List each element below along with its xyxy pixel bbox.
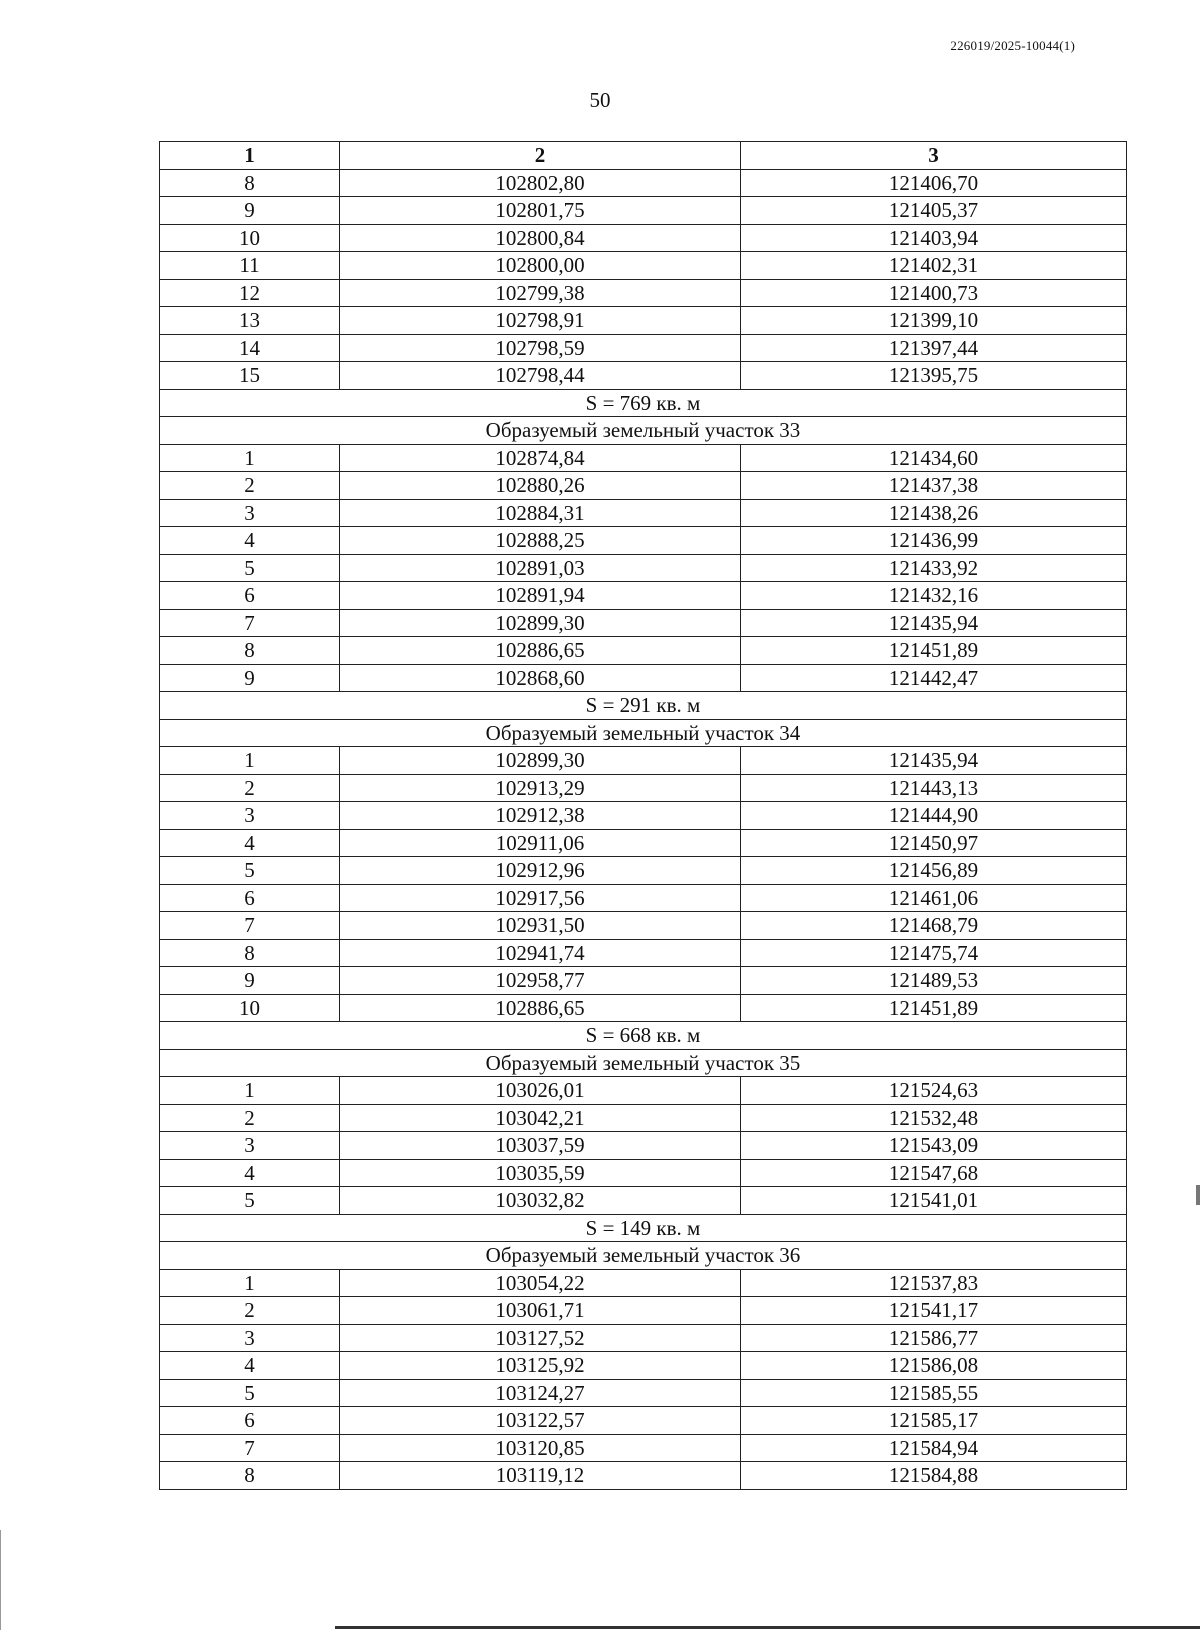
y-coordinate-cell: 121451,89	[741, 994, 1127, 1022]
table-row	[160, 1324, 1127, 1352]
x-coordinate-cell: 103122,57	[340, 1407, 741, 1435]
y-coordinate-cell: 121475,74	[741, 939, 1127, 967]
table-row	[160, 1297, 1127, 1325]
table-row	[160, 362, 1127, 390]
table-row	[160, 1379, 1127, 1407]
table-row	[160, 1407, 1127, 1435]
table-row	[160, 774, 1127, 802]
point-number-cell: 9	[160, 664, 340, 692]
document-id: 226019/2025-10044(1)	[950, 38, 1075, 53]
x-coordinate-cell: 102884,31	[340, 499, 741, 527]
y-coordinate-cell: 121532,48	[741, 1104, 1127, 1132]
section-heading: Образуемый земельный участок 34	[160, 719, 1127, 747]
area-row	[160, 389, 1127, 417]
y-coordinate-cell: 121456,89	[741, 857, 1127, 885]
point-number-cell: 5	[160, 554, 340, 582]
point-number-cell: 8	[160, 637, 340, 665]
table-row	[160, 1269, 1127, 1297]
x-coordinate-cell: 102799,38	[340, 279, 741, 307]
table-row	[160, 444, 1127, 472]
table-row	[160, 279, 1127, 307]
point-number-cell: 6	[160, 1407, 340, 1435]
table-row	[160, 472, 1127, 500]
y-coordinate-cell: 121468,79	[741, 912, 1127, 940]
y-coordinate-cell: 121444,90	[741, 802, 1127, 830]
x-coordinate-cell: 103035,59	[340, 1159, 741, 1187]
table-row	[160, 939, 1127, 967]
table-row	[160, 197, 1127, 225]
x-coordinate-cell: 103042,21	[340, 1104, 741, 1132]
point-number-cell: 13	[160, 307, 340, 335]
point-number-cell: 9	[160, 967, 340, 995]
x-coordinate-cell: 103061,71	[340, 1297, 741, 1325]
point-number-cell: 2	[160, 472, 340, 500]
table-row	[160, 527, 1127, 555]
point-number-cell: 1	[160, 1269, 340, 1297]
x-coordinate-cell: 102868,60	[340, 664, 741, 692]
y-coordinate-cell: 121541,17	[741, 1297, 1127, 1325]
y-coordinate-cell: 121434,60	[741, 444, 1127, 472]
page-number: 50	[589, 88, 611, 112]
x-coordinate-cell: 102886,65	[340, 994, 741, 1022]
y-coordinate-cell: 121406,70	[741, 169, 1127, 197]
point-number-cell: 8	[160, 169, 340, 197]
y-coordinate-cell: 121442,47	[741, 664, 1127, 692]
section-heading-row	[160, 719, 1127, 747]
x-coordinate-cell: 102899,30	[340, 609, 741, 637]
x-coordinate-cell: 103127,52	[340, 1324, 741, 1352]
table-row	[160, 307, 1127, 335]
area-total: S = 668 кв. м	[160, 1022, 1127, 1050]
x-coordinate-cell: 103119,12	[340, 1462, 741, 1490]
point-number-cell: 5	[160, 1187, 340, 1215]
section-heading: Образуемый земельный участок 33	[160, 417, 1127, 445]
x-coordinate-cell: 102802,80	[340, 169, 741, 197]
table-row	[160, 802, 1127, 830]
coordinates-table	[159, 141, 1127, 1490]
x-coordinate-cell: 103125,92	[340, 1352, 741, 1380]
x-coordinate-cell: 103124,27	[340, 1379, 741, 1407]
area-total: S = 291 кв. м	[160, 692, 1127, 720]
x-coordinate-cell: 102880,26	[340, 472, 741, 500]
x-coordinate-cell: 102931,50	[340, 912, 741, 940]
y-coordinate-cell: 121537,83	[741, 1269, 1127, 1297]
table-row	[160, 1462, 1127, 1490]
section-heading: Образуемый земельный участок 36	[160, 1242, 1127, 1270]
table-row	[160, 224, 1127, 252]
point-number-cell: 8	[160, 1462, 340, 1490]
point-number-cell: 7	[160, 1434, 340, 1462]
x-coordinate-cell: 102891,94	[340, 582, 741, 610]
point-number-cell: 3	[160, 1132, 340, 1160]
y-coordinate-cell: 121541,01	[741, 1187, 1127, 1215]
table-row	[160, 1104, 1127, 1132]
point-number-cell: 3	[160, 802, 340, 830]
y-coordinate-cell: 121586,08	[741, 1352, 1127, 1380]
table-row	[160, 912, 1127, 940]
table-row	[160, 857, 1127, 885]
x-coordinate-cell: 102912,96	[340, 857, 741, 885]
section-heading-row	[160, 417, 1127, 445]
table-row	[160, 967, 1127, 995]
point-number-cell: 1	[160, 444, 340, 472]
y-coordinate-cell: 121461,06	[741, 884, 1127, 912]
y-coordinate-cell: 121402,31	[741, 252, 1127, 280]
point-number-cell: 8	[160, 939, 340, 967]
x-coordinate-cell: 102801,75	[340, 197, 741, 225]
y-coordinate-cell: 121436,99	[741, 527, 1127, 555]
section-heading: Образуемый земельный участок 35	[160, 1049, 1127, 1077]
table-row	[160, 1434, 1127, 1462]
table-row	[160, 994, 1127, 1022]
y-coordinate-cell: 121435,94	[741, 747, 1127, 775]
x-coordinate-cell: 102798,91	[340, 307, 741, 335]
table-row	[160, 582, 1127, 610]
column-header-3: 3	[741, 142, 1127, 170]
section-heading-row	[160, 1242, 1127, 1270]
table-row	[160, 554, 1127, 582]
table-row	[160, 1159, 1127, 1187]
table-header-row	[160, 142, 1127, 170]
table-row	[160, 1352, 1127, 1380]
x-coordinate-cell: 102800,00	[340, 252, 741, 280]
scan-edge-mark	[1196, 1185, 1200, 1205]
column-header-2: 2	[340, 142, 741, 170]
y-coordinate-cell: 121450,97	[741, 829, 1127, 857]
x-coordinate-cell: 102917,56	[340, 884, 741, 912]
point-number-cell: 1	[160, 747, 340, 775]
y-coordinate-cell: 121437,38	[741, 472, 1127, 500]
y-coordinate-cell: 121397,44	[741, 334, 1127, 362]
point-number-cell: 2	[160, 774, 340, 802]
x-coordinate-cell: 103120,85	[340, 1434, 741, 1462]
section-heading-row	[160, 1049, 1127, 1077]
point-number-cell: 4	[160, 1352, 340, 1380]
x-coordinate-cell: 103026,01	[340, 1077, 741, 1105]
point-number-cell: 5	[160, 1379, 340, 1407]
x-coordinate-cell: 103054,22	[340, 1269, 741, 1297]
point-number-cell: 10	[160, 994, 340, 1022]
x-coordinate-cell: 102888,25	[340, 527, 741, 555]
x-coordinate-cell: 103037,59	[340, 1132, 741, 1160]
x-coordinate-cell: 102911,06	[340, 829, 741, 857]
point-number-cell: 12	[160, 279, 340, 307]
y-coordinate-cell: 121399,10	[741, 307, 1127, 335]
point-number-cell: 6	[160, 582, 340, 610]
x-coordinate-cell: 102941,74	[340, 939, 741, 967]
area-row	[160, 1214, 1127, 1242]
point-number-cell: 10	[160, 224, 340, 252]
y-coordinate-cell: 121584,88	[741, 1462, 1127, 1490]
y-coordinate-cell: 121585,17	[741, 1407, 1127, 1435]
y-coordinate-cell: 121543,09	[741, 1132, 1127, 1160]
y-coordinate-cell: 121400,73	[741, 279, 1127, 307]
scan-edge-left	[0, 1530, 1, 1630]
table-row	[160, 829, 1127, 857]
point-number-cell: 7	[160, 912, 340, 940]
y-coordinate-cell: 121547,68	[741, 1159, 1127, 1187]
point-number-cell: 4	[160, 829, 340, 857]
table-row	[160, 334, 1127, 362]
table-row	[160, 169, 1127, 197]
y-coordinate-cell: 121395,75	[741, 362, 1127, 390]
y-coordinate-cell: 121584,94	[741, 1434, 1127, 1462]
y-coordinate-cell: 121524,63	[741, 1077, 1127, 1105]
point-number-cell: 6	[160, 884, 340, 912]
y-coordinate-cell: 121585,55	[741, 1379, 1127, 1407]
point-number-cell: 14	[160, 334, 340, 362]
table-row	[160, 499, 1127, 527]
area-row	[160, 692, 1127, 720]
point-number-cell: 15	[160, 362, 340, 390]
y-coordinate-cell: 121451,89	[741, 637, 1127, 665]
x-coordinate-cell: 102800,84	[340, 224, 741, 252]
table-row	[160, 1077, 1127, 1105]
area-total: S = 769 кв. м	[160, 389, 1127, 417]
x-coordinate-cell: 102874,84	[340, 444, 741, 472]
x-coordinate-cell: 102912,38	[340, 802, 741, 830]
point-number-cell: 7	[160, 609, 340, 637]
point-number-cell: 3	[160, 499, 340, 527]
x-coordinate-cell: 103032,82	[340, 1187, 741, 1215]
table-row	[160, 747, 1127, 775]
column-header-1: 1	[160, 142, 340, 170]
y-coordinate-cell: 121443,13	[741, 774, 1127, 802]
table-row	[160, 1187, 1127, 1215]
point-number-cell: 11	[160, 252, 340, 280]
y-coordinate-cell: 121403,94	[741, 224, 1127, 252]
table-row	[160, 637, 1127, 665]
point-number-cell: 9	[160, 197, 340, 225]
y-coordinate-cell: 121586,77	[741, 1324, 1127, 1352]
x-coordinate-cell: 102913,29	[340, 774, 741, 802]
point-number-cell: 2	[160, 1104, 340, 1132]
table-row	[160, 609, 1127, 637]
y-coordinate-cell: 121432,16	[741, 582, 1127, 610]
point-number-cell: 2	[160, 1297, 340, 1325]
point-number-cell: 5	[160, 857, 340, 885]
point-number-cell: 1	[160, 1077, 340, 1105]
point-number-cell: 4	[160, 527, 340, 555]
y-coordinate-cell: 121433,92	[741, 554, 1127, 582]
y-coordinate-cell: 121438,26	[741, 499, 1127, 527]
x-coordinate-cell: 102899,30	[340, 747, 741, 775]
x-coordinate-cell: 102891,03	[340, 554, 741, 582]
point-number-cell: 3	[160, 1324, 340, 1352]
y-coordinate-cell: 121435,94	[741, 609, 1127, 637]
area-row	[160, 1022, 1127, 1050]
x-coordinate-cell: 102958,77	[340, 967, 741, 995]
x-coordinate-cell: 102886,65	[340, 637, 741, 665]
table-row	[160, 252, 1127, 280]
scan-bottom-edge	[335, 1626, 1200, 1629]
x-coordinate-cell: 102798,59	[340, 334, 741, 362]
y-coordinate-cell: 121405,37	[741, 197, 1127, 225]
table-row	[160, 884, 1127, 912]
y-coordinate-cell: 121489,53	[741, 967, 1127, 995]
table-row	[160, 1132, 1127, 1160]
area-total: S = 149 кв. м	[160, 1214, 1127, 1242]
point-number-cell: 4	[160, 1159, 340, 1187]
x-coordinate-cell: 102798,44	[340, 362, 741, 390]
table-body	[160, 169, 1127, 1489]
table-row	[160, 664, 1127, 692]
